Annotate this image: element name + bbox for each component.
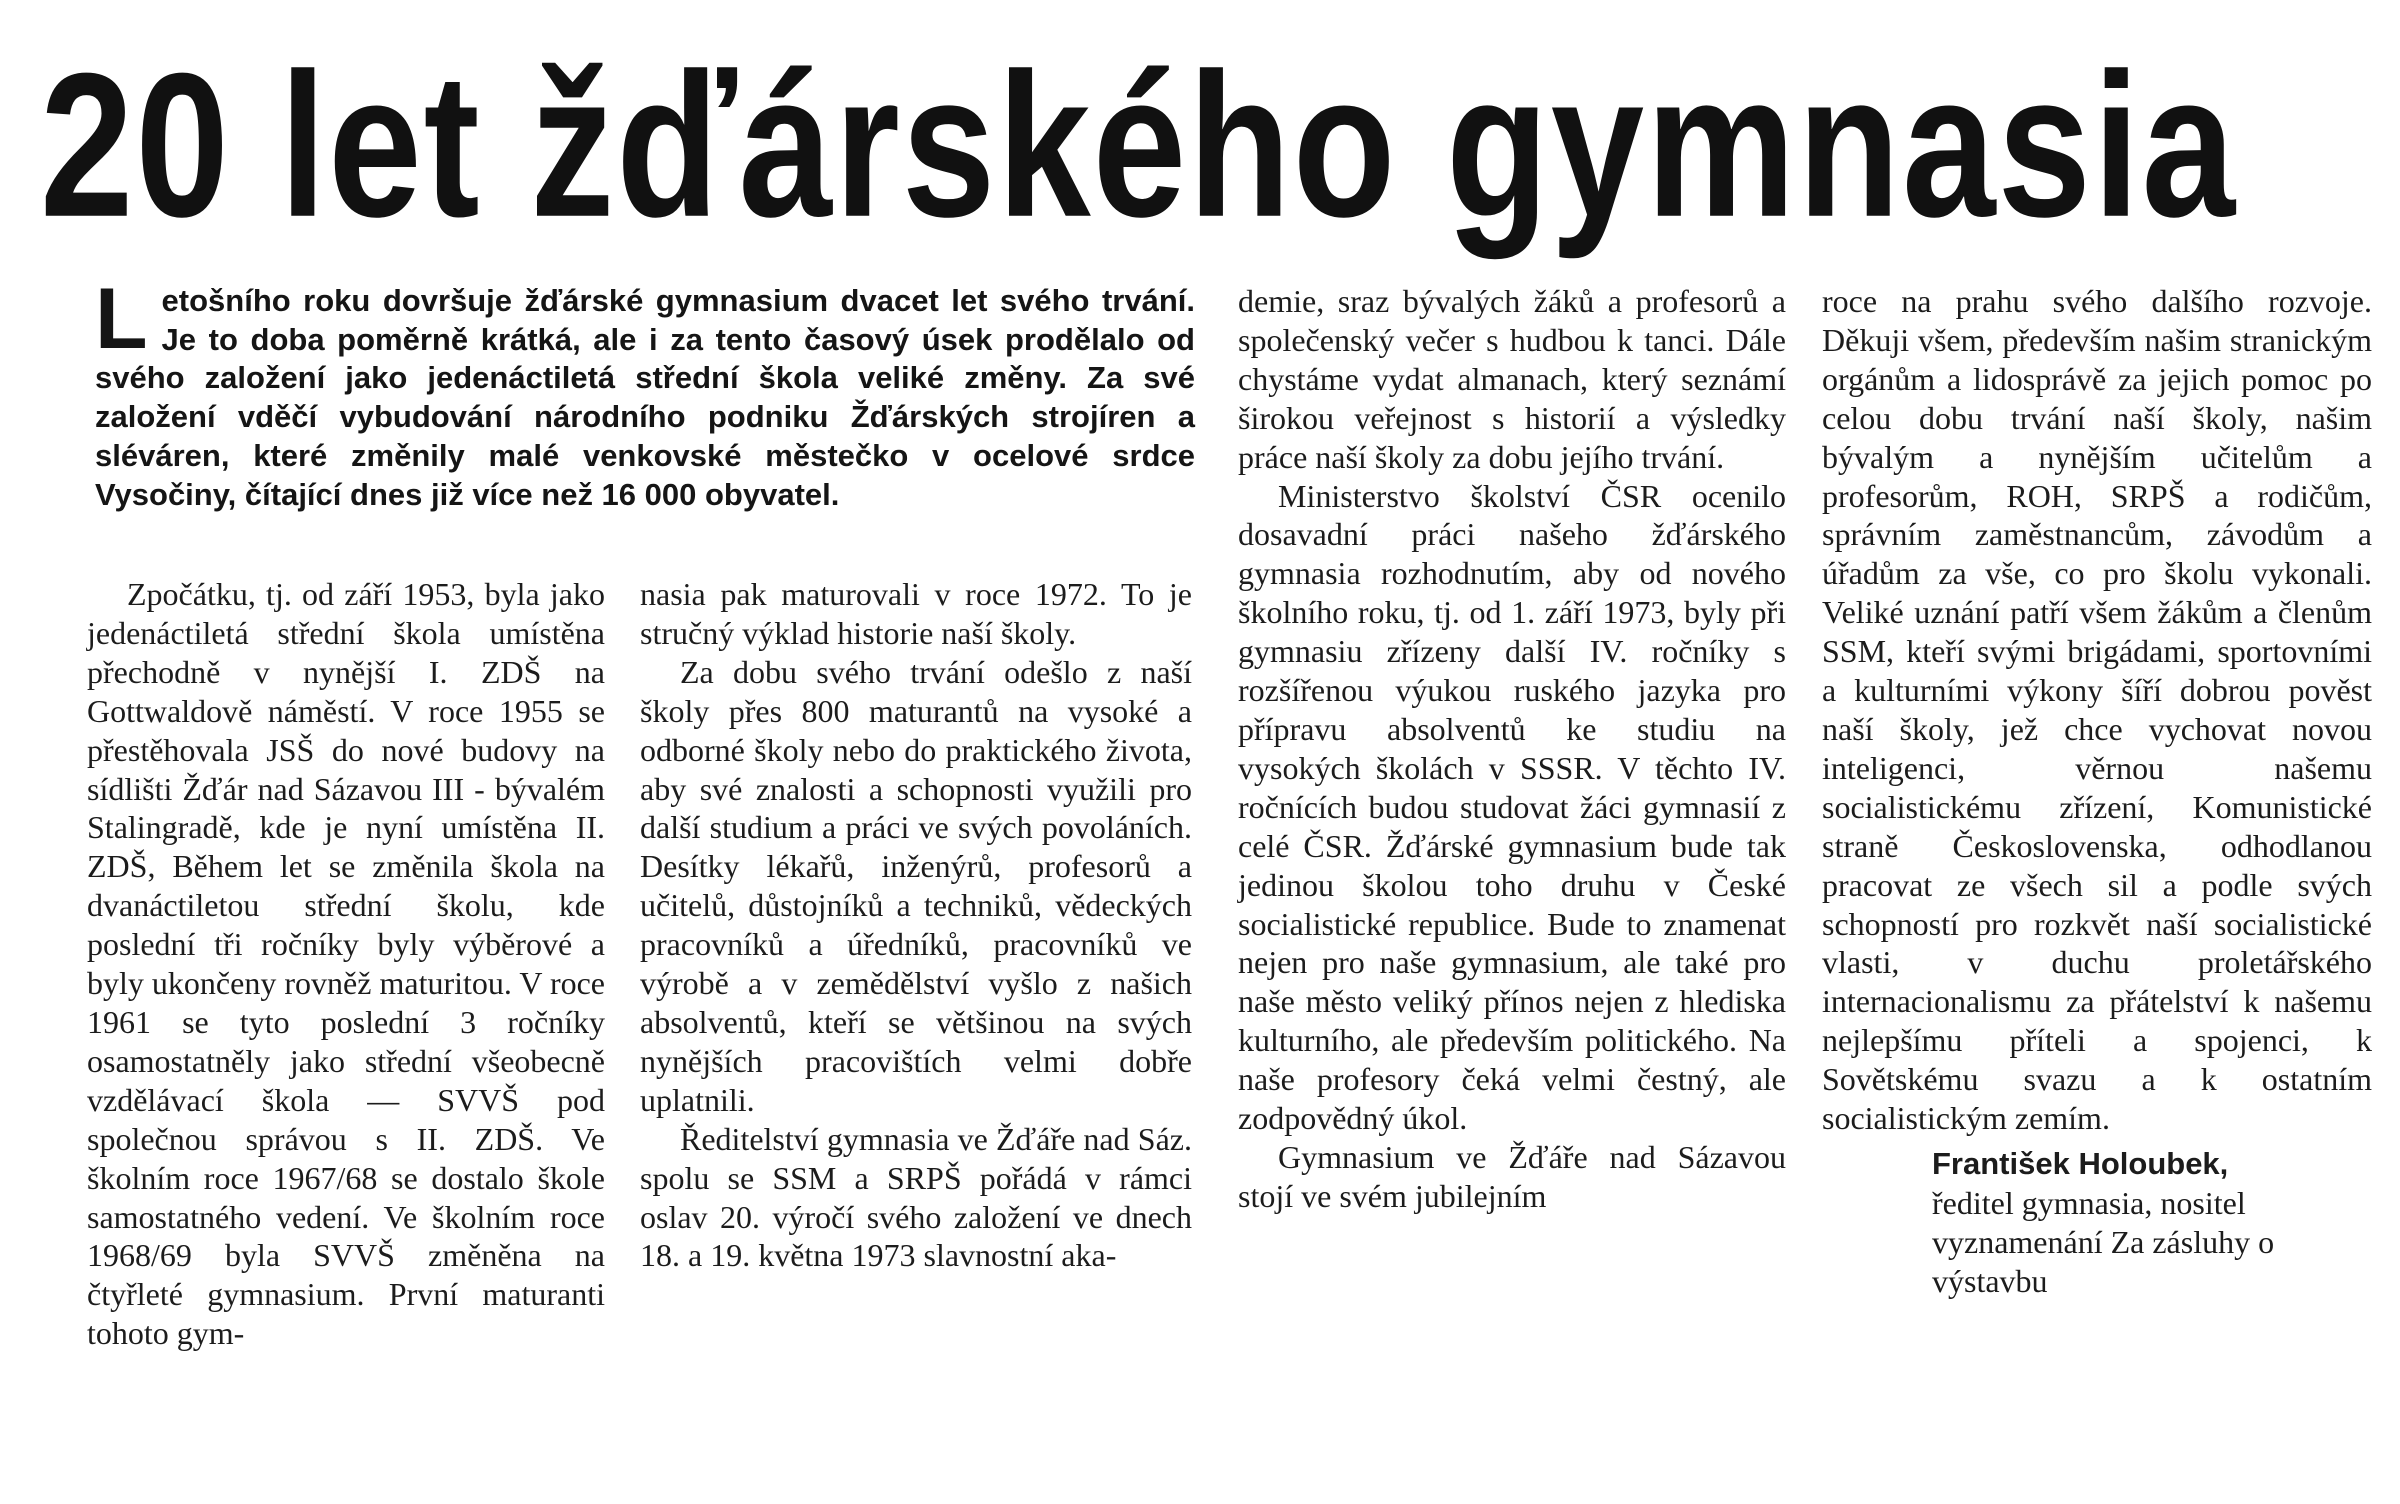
paragraph: Gymnasium ve Žďáře nad Sázavou stojí ve svém jubilejním — [1238, 1138, 1786, 1214]
signature-name: František Holoubek, — [1932, 1145, 2229, 1181]
signature-title: ředitel gymnasia, nositel vyznamenání Za zásluhy o výstavbu — [1932, 1184, 2275, 1299]
article-column-2 — [640, 575, 1192, 1275]
paragraph: demie, sraz bývalých žáků a profesorů a společenský večer s hudbou k tanci. Dále chystáme vydat almanach, který seznámí širokou veřejnost s historií a výsledky práce naší školy za dobu jejího trvání. — [1238, 283, 1786, 475]
lead-text: etošního roku dovršuje žďárské gymnasium dvacet let svého trvání. Je to doba poměrně krátká, ale i za tento časový úsek prodělalo od svého založení jako jedenáctiletá střední škola veliké změny. Za své založení vděčí vybudování národního podniku Žďárských strojíren a sléváren, které změnily malé venkovské městečko v ocelové srdce Vysočiny, čítající dnes již více než 16 000 obyvatel. — [95, 283, 1195, 512]
paragraph: Za dobu svého trvání odešlo z naší školy přes 800 maturantů na vysoké a odborné školy nebo do praktického života, aby své znalosti a schopnosti využili pro další studium a práci ve svých povoláních. Desítky lékařů, inženýrů, profesorů a učitelů, důstojníků a techniků, vědeckých pracovníků a úředníků, pracovníků ve výrobě a v zemědělství vyšlo z našich absolventů, kteří se většinou na svých nynějších pracovištích velmi dobře uplatnili. — [640, 653, 1192, 1118]
drop-cap: L — [95, 271, 148, 367]
paragraph: Ředitelství gymnasia ve Žďáře nad Sáz. spolu se SSM a SRPŠ pořádá v rámci oslav 20. výročí svého založení ve dnech 18. a 19. května 1973 slavnostní aka- — [640, 1120, 1192, 1274]
signature — [1822, 1144, 2372, 1301]
article-column-4 — [1822, 282, 2372, 1301]
article-column-3 — [1238, 282, 1786, 1216]
article-column-1 — [87, 575, 605, 1353]
paragraph: Zpočátku, tj. od září 1953, byla jako jedenáctiletá střední škola umístěna přechodně v nynější I. ZDŠ na Gottwaldově náměstí. V roce 1955 se přestěhovala JSŠ do nové budovy na sídlišti Žďár nad Sázavou III - bývalém Stalingradě, kde je nyní umístěna II. ZDŠ, Během let se změnila škola na dvanáctiletou střední školu, kde poslední tři ročníky byly výběrové a byly ukončeny rovněž maturitou. V roce 1961 se tyto poslední 3 ročníky osamostatněly jako střední všeobecně vzdělávací škola — SVVŠ pod společnou správou s II. ZDŠ. Ve školním roce 1967/68 se dostalo škole samostatného vedení. Ve školním roce 1968/69 byla SVVŠ změněna na čtyřleté gymnasium. První maturanti tohoto gym- — [87, 576, 605, 1352]
paragraph: nasia pak maturovali v roce 1972. To je stručný výklad historie naší školy. — [640, 576, 1192, 651]
lead-paragraph — [95, 271, 1195, 514]
paragraph: roce na prahu svého dalšího rozvoje. Děkuji všem, především našim stranickým orgánům a lidosprávě za jejich pomoc po celou dobu trvání naší školy, našim bývalým a nynějším učitelům a profesorům, ROH, SRPŠ a rodičům, správním zaměstnancům, závodům a úřadům za vše, co pro školu vykonali. Veliké uznání patří všem žákům a členům SSM, kteří svými brigádami, sportovními a kulturními výkony šíří dobrou pověst naší školy, jež chce vychovat novou inteligenci, věrnou našemu socialistickému zřízení, Komunistické straně Československa, odhodlanou pracovat ze všech sil a podle svých schopností pro rozkvět naší socialistické vlasti, v duchu proletářského internacionalismu za přátelství k našemu nejlepšímu příteli a spojenci, k Sovětskému svazu a k ostatním socialistickým zemím. — [1822, 283, 2372, 1137]
headline: 20 let žďárského gymnasia — [40, 30, 2238, 260]
paragraph: Ministerstvo školství ČSR ocenilo dosavadní práci našeho žďárského gymnasia rozhodnutím, aby od nového školního roku, tj. od 1. září 1973, byly při gymnasiu zřízeny další IV. ročníky s rozšířenou výukou ruského jazyka pro přípravu absolventů ke studiu na vysokých školách v SSSR. V těchto IV. ročnících budou studovat žáci gymnasií z celé ČSR. Žďárské gymnasium bude tak jedinou školou toho druhu v České socialistické republice. Bude to znamenat nejen pro naše gymnasium, ale také pro naše město veliký přínos nejen z hlediska kulturního, ale především politického. Na naše profesory čeká velmi čestný, ale zodpovědný úkol. — [1238, 477, 1786, 1137]
